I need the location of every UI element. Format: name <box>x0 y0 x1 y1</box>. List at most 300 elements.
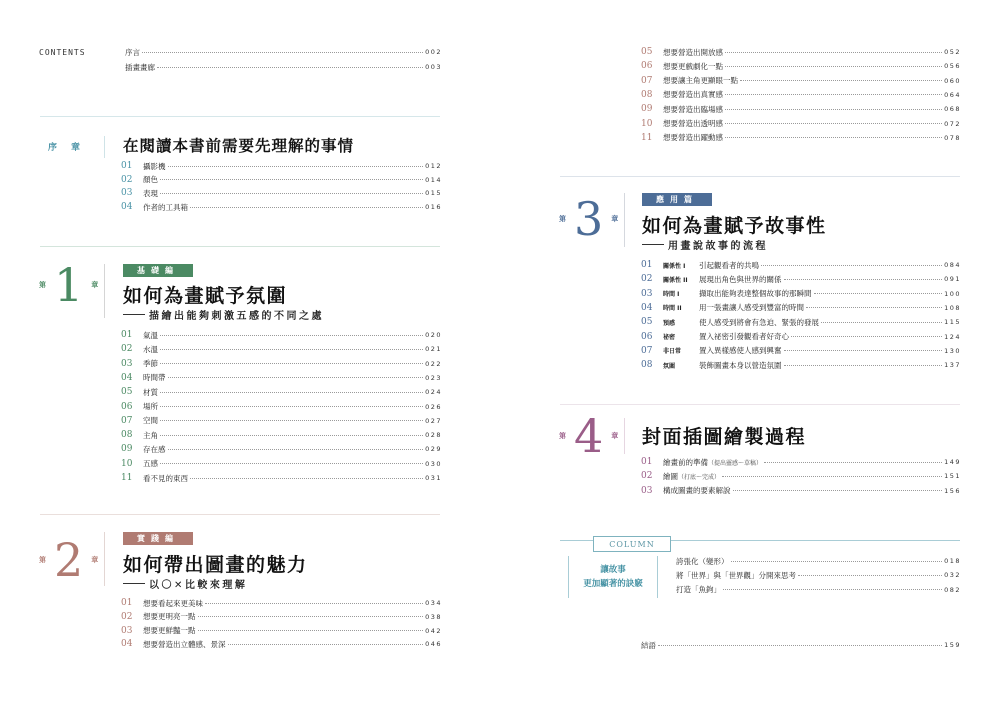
label-text: 引起觀看者的共鳴 <box>699 260 759 270</box>
toc-row[interactable] <box>121 329 442 341</box>
label-text: 想要營造出透明感 <box>663 119 723 128</box>
item-number: 03 <box>641 288 653 299</box>
section-divider <box>40 514 440 515</box>
page-number: 108 <box>944 303 961 312</box>
label-text: 想要營造出躍動感 <box>663 133 723 143</box>
label-text: 看不見的東西 <box>143 473 188 483</box>
leader-dots <box>806 307 942 308</box>
item-number: 02 <box>641 471 653 482</box>
toc-label <box>143 387 158 398</box>
chapter1-subtitle <box>123 307 324 322</box>
leader-dots <box>725 94 942 95</box>
page-number: 012 <box>425 162 442 170</box>
item-number: 01 <box>641 457 653 467</box>
chapter1-title: 如何為畫賦予氛圍 <box>123 285 288 307</box>
item-number: 03 <box>121 625 133 636</box>
leader-dots <box>731 561 943 562</box>
label-text: 置入祕密引發觀看者好奇心 <box>699 332 789 341</box>
preface-mark: 序章 <box>48 143 95 153</box>
leader-dots <box>725 109 942 110</box>
toc-row[interactable] <box>641 46 961 58</box>
toc-label <box>699 302 804 313</box>
leader-dots <box>658 645 942 646</box>
toc-label <box>143 358 158 369</box>
subtitle-text: 以〇✕比較來理解 <box>149 580 248 591</box>
leader-dots <box>725 66 942 67</box>
toc-row-preface[interactable] <box>125 46 442 58</box>
page-number: 124 <box>944 332 961 341</box>
page-number: 015 <box>425 189 442 198</box>
toc-row[interactable] <box>121 611 442 623</box>
toc-row[interactable] <box>121 160 442 172</box>
page-number: 016 <box>425 203 442 212</box>
leader-dots <box>160 392 423 393</box>
item-number: 01 <box>121 161 133 171</box>
item-number: 03 <box>121 188 133 199</box>
chapter-zhang: 章 <box>91 281 99 289</box>
toc-label <box>143 372 166 383</box>
toc-label <box>699 360 782 371</box>
label-text: 顏色 <box>143 175 158 185</box>
item-number: 02 <box>121 611 133 622</box>
item-number: 10 <box>641 118 653 129</box>
label-text: 存在感 <box>143 444 166 454</box>
item-number: 07 <box>121 415 133 426</box>
item-tag: 時間 II <box>663 305 682 313</box>
item-tag: 關係性 I <box>663 262 686 270</box>
chapter3-mark <box>559 192 619 246</box>
label-text: 繪圖 <box>663 471 678 481</box>
right-page <box>500 0 1000 706</box>
column-bar-right <box>657 556 658 598</box>
toc-row[interactable] <box>121 386 442 398</box>
chapter1-mark <box>39 258 99 312</box>
toc-label <box>699 260 759 271</box>
item-number: 02 <box>641 274 653 285</box>
item-number: 02 <box>121 344 133 355</box>
leader-dots <box>791 336 942 337</box>
toc-label <box>676 556 729 567</box>
toc-row[interactable] <box>121 343 442 355</box>
item-number: 02 <box>121 174 133 185</box>
toc-row[interactable] <box>641 331 961 343</box>
label-text: 想要營造出開放感 <box>663 47 723 57</box>
label-text: 想要看起來更美味 <box>143 598 203 608</box>
toc-label <box>143 415 158 426</box>
leader-dots <box>160 435 423 436</box>
item-number: 06 <box>641 61 653 72</box>
chapter-bar <box>104 532 105 586</box>
toc-label <box>699 274 782 285</box>
label-text: 打造「魚鉤」 <box>676 585 721 595</box>
leader-dots <box>160 335 423 336</box>
chapter-di: 第 <box>39 556 46 564</box>
page-number: 042 <box>425 626 442 635</box>
toc-row[interactable] <box>641 302 961 314</box>
toc-label <box>663 89 723 100</box>
page-number: 130 <box>944 346 961 355</box>
leader-dots <box>784 365 943 366</box>
page-number: 084 <box>944 261 961 269</box>
toc-label <box>699 317 819 328</box>
item-number: 04 <box>121 372 133 383</box>
toc-label <box>663 485 731 496</box>
subtitle-text: 描繪出能夠刺激五感的不同之處 <box>149 311 324 322</box>
item-number: 06 <box>641 331 653 342</box>
page-number: 060 <box>944 76 961 85</box>
toc-row[interactable] <box>641 359 961 371</box>
label-text: 氣溫 <box>143 330 158 340</box>
toc-row[interactable] <box>121 401 442 413</box>
page-number: 003 <box>425 63 442 71</box>
toc-label <box>663 471 720 482</box>
page-number: 091 <box>944 275 961 284</box>
chapter-numeral: 1 <box>54 258 84 312</box>
label-text: 主角 <box>143 430 158 440</box>
toc-row[interactable] <box>641 259 961 271</box>
chapter2-title: 如何帶出圖畫的魅力 <box>123 554 308 576</box>
column-bar-left <box>568 556 569 598</box>
leader-dots <box>798 575 942 576</box>
column-side-line2: 更加顯著的訣竅 <box>583 579 643 589</box>
toc-label <box>143 611 196 622</box>
chapter4-mark <box>559 409 619 463</box>
label-text: 想要營造出真實感 <box>663 90 723 100</box>
toc-label <box>143 401 158 412</box>
item-number: 04 <box>121 202 133 213</box>
label-text: 展現出角色與世界的關係 <box>699 274 782 284</box>
toc-row[interactable] <box>121 597 442 609</box>
toc-label <box>676 570 796 581</box>
contents-label: CONTENTS <box>39 48 86 57</box>
page-number: 026 <box>425 402 442 411</box>
item-number: 03 <box>121 358 133 369</box>
page-number: 151 <box>944 472 961 481</box>
leader-dots <box>733 490 943 491</box>
chapter3-title: 如何為畫賦予故事性 <box>642 215 827 237</box>
page-number: 038 <box>425 612 442 621</box>
leader-dots <box>157 67 423 68</box>
leader-dots <box>725 123 942 124</box>
toc-row[interactable] <box>641 345 961 357</box>
toc-row[interactable] <box>121 443 442 455</box>
toc-row[interactable] <box>676 555 961 567</box>
preface-title: 在閱讀本書前需要先理解的事情 <box>123 137 355 155</box>
toc-row[interactable] <box>641 118 961 130</box>
label-text: 水溫 <box>143 344 158 354</box>
section-divider <box>560 176 960 177</box>
toc-row[interactable] <box>121 625 442 637</box>
toc-row[interactable] <box>121 472 442 484</box>
toc-row[interactable] <box>676 584 961 596</box>
toc-label <box>663 118 723 129</box>
toc-label: 插畫畫廊 <box>125 62 155 72</box>
chapter-bar <box>104 264 105 318</box>
toc-row[interactable] <box>121 372 442 384</box>
toc-label <box>699 345 782 356</box>
page-number: 100 <box>944 289 961 298</box>
chapter-zhang: 章 <box>611 215 619 223</box>
leader-dots <box>764 462 942 463</box>
chapter-numeral: 4 <box>574 409 604 463</box>
toc-row[interactable] <box>641 273 961 285</box>
chapter-di: 第 <box>39 281 46 289</box>
toc-row[interactable] <box>641 60 961 72</box>
chapter3-subtitle <box>642 237 768 252</box>
chapter4-title: 封面插圖繪製過程 <box>642 426 807 448</box>
item-number: 04 <box>121 639 133 650</box>
toc-row[interactable] <box>121 458 442 470</box>
leader-dots <box>168 166 424 167</box>
page-number: 156 <box>944 486 961 495</box>
label-text: 想要讓主角更顯眼一點 <box>663 76 738 86</box>
toc-label <box>143 598 203 609</box>
chapter2-subtitle <box>123 576 247 591</box>
column-side-line1: 讓故事 <box>600 565 626 575</box>
label-text: 繪畫前的準備 <box>663 457 708 467</box>
chapter-numeral: 2 <box>54 533 84 587</box>
toc-row[interactable] <box>121 638 442 650</box>
chapter-numeral: 3 <box>574 192 604 246</box>
page-number: 030 <box>425 459 442 468</box>
leader-dots <box>761 265 942 266</box>
page-number: 031 <box>425 474 442 482</box>
toc-label <box>143 444 166 455</box>
toc-label <box>143 174 158 185</box>
label-text: 將「世界」與「世界觀」分開來思考 <box>676 570 796 580</box>
label-text: 空間 <box>143 416 158 426</box>
chapter-bar <box>624 193 625 247</box>
item-number: 08 <box>641 360 653 371</box>
label-text: 表現 <box>143 188 158 198</box>
toc-row[interactable] <box>676 569 961 581</box>
page-number: 078 <box>944 133 961 142</box>
toc-row[interactable] <box>121 415 442 427</box>
item-number: 11 <box>641 132 653 143</box>
toc-row[interactable] <box>641 75 961 87</box>
chapter-zhang: 章 <box>91 556 99 564</box>
item-number: 05 <box>641 317 653 328</box>
label-text: 擷取出能夠表達整個故事的那瞬間 <box>699 289 812 299</box>
column-label: COLUMN <box>593 536 671 552</box>
toc-label <box>143 188 158 199</box>
page-number: 046 <box>425 640 442 649</box>
toc-row[interactable] <box>641 288 961 300</box>
leader-dots <box>160 420 423 421</box>
leader-dots <box>190 207 423 208</box>
page-number: 115 <box>944 318 961 327</box>
item-number: 01 <box>121 330 133 340</box>
item-number: 09 <box>121 444 133 455</box>
label-text: 用一張畫讓人感受到豐富的時間 <box>699 303 804 313</box>
item-number: 05 <box>121 387 133 398</box>
page-number: 072 <box>944 119 961 128</box>
leader-dots <box>160 463 423 464</box>
toc-label <box>663 47 723 58</box>
item-tag: 時間 I <box>663 291 680 299</box>
leader-dots <box>821 322 942 323</box>
leader-dots <box>198 630 424 631</box>
toc-row[interactable] <box>641 103 961 115</box>
toc-label <box>663 61 723 72</box>
toc-label <box>143 473 188 484</box>
toc-label <box>663 457 762 468</box>
label-text: 裝飾圖畫本身以營造氛圍 <box>699 360 782 370</box>
toc-label <box>676 584 721 595</box>
toc-row[interactable] <box>121 174 442 186</box>
leader-dots <box>723 589 942 590</box>
toc-label: 結語 <box>641 640 656 650</box>
page-number: 068 <box>944 105 961 114</box>
item-number: 01 <box>641 260 653 270</box>
page-number: 018 <box>944 557 961 565</box>
toc-label <box>143 639 226 650</box>
chapter3-badge: 應用篇 <box>642 193 712 206</box>
toc-label <box>143 344 158 355</box>
toc-label <box>143 202 188 213</box>
leader-dots <box>784 350 943 351</box>
page-number: 029 <box>425 445 442 454</box>
page-number: 064 <box>944 90 961 99</box>
toc-row[interactable] <box>641 485 961 497</box>
item-number: 04 <box>641 302 653 313</box>
section-divider <box>40 116 440 117</box>
leader-dots <box>160 193 423 194</box>
label-text: 時間帶 <box>143 373 166 383</box>
toc-row[interactable] <box>641 316 961 328</box>
item-tag: 祕密 <box>663 334 676 341</box>
page-number: 159 <box>944 641 961 649</box>
toc-label: 序言 <box>125 47 140 57</box>
section-divider <box>40 246 440 247</box>
preface-bar <box>104 136 105 158</box>
chapter-bar <box>624 418 625 454</box>
label-text: 材質 <box>143 387 158 397</box>
page-number: 137 <box>944 361 961 370</box>
leader-dots <box>160 179 423 180</box>
leader-dots <box>198 616 424 617</box>
label-text: 想要營造出臨場感 <box>663 104 723 114</box>
toc-label <box>143 625 196 636</box>
toc-row[interactable] <box>121 201 442 213</box>
item-number: 08 <box>641 89 653 100</box>
item-number: 01 <box>121 598 133 608</box>
item-number: 08 <box>121 430 133 441</box>
label-text: 想要更戲劇化一點 <box>663 61 723 71</box>
leader-dots <box>190 478 423 479</box>
page-number: 034 <box>425 599 442 607</box>
label-text: 場所 <box>143 402 158 411</box>
chapter-di: 第 <box>559 432 566 440</box>
item-number: 06 <box>121 401 133 412</box>
toc-label <box>699 331 789 342</box>
item-tag: 非日常 <box>663 348 682 356</box>
page-number: 014 <box>425 175 442 184</box>
label-note: （打底～完成） <box>678 473 721 481</box>
label-text: 想要更鮮豔一點 <box>143 626 196 636</box>
label-text: 想要更明亮一點 <box>143 612 196 622</box>
toc-label <box>663 104 723 115</box>
item-number: 05 <box>641 47 653 57</box>
label-text: 構成圖畫的要素解說 <box>663 486 731 496</box>
leader-dots <box>722 476 942 477</box>
page-number: 020 <box>425 331 442 339</box>
section-divider <box>560 404 960 405</box>
page-number: 056 <box>944 62 961 71</box>
page-number: 082 <box>944 585 961 594</box>
label-text: 季節 <box>143 359 158 369</box>
item-number: 09 <box>641 104 653 115</box>
item-number: 10 <box>121 458 133 469</box>
page-number: 027 <box>425 416 442 425</box>
toc-label <box>143 458 158 469</box>
label-text: 誇張化（變形） <box>676 556 729 566</box>
chapter2-mark <box>39 533 99 587</box>
item-number: 11 <box>121 473 133 483</box>
toc-row[interactable] <box>121 429 442 441</box>
chapter2-badge: 實踐編 <box>123 532 193 545</box>
toc-label <box>143 430 158 441</box>
page-number: 023 <box>425 373 442 382</box>
chapter-zhang: 章 <box>611 432 619 440</box>
item-number: 03 <box>641 485 653 496</box>
toc-row[interactable] <box>121 187 442 199</box>
page-number: 149 <box>944 458 961 466</box>
item-tag: 氛圍 <box>663 362 676 370</box>
toc-row[interactable] <box>641 470 961 482</box>
toc-row-gallery[interactable] <box>125 61 442 73</box>
item-tag: 關係性 II <box>663 276 688 284</box>
toc-row-afterword[interactable] <box>641 639 961 651</box>
leader-dots <box>814 293 943 294</box>
chapter-di: 第 <box>559 215 566 223</box>
leader-dots <box>205 603 423 604</box>
leader-dots <box>160 406 423 407</box>
toc-label <box>143 161 166 172</box>
leader-dots <box>160 349 423 350</box>
item-number: 07 <box>641 345 653 356</box>
label-text: 作者的工具箱 <box>143 202 188 212</box>
label-text: 想要營造出立體感、景深 <box>143 639 226 649</box>
toc-label <box>663 75 738 86</box>
label-text: 五感 <box>143 459 158 469</box>
toc-row[interactable] <box>121 358 442 370</box>
toc-label <box>143 330 158 341</box>
leader-dots <box>142 52 423 53</box>
leader-dots <box>228 644 424 645</box>
toc-row[interactable] <box>641 456 961 468</box>
chapter1-badge: 基礎編 <box>123 264 193 277</box>
toc-row[interactable] <box>641 89 961 101</box>
label-text: 攝影機 <box>143 161 166 171</box>
label-text: 使人感受到將會有急迫、緊張的發展 <box>699 317 819 327</box>
item-tag: 預感 <box>663 319 676 327</box>
leader-dots <box>168 449 424 450</box>
page-number: 002 <box>425 48 442 56</box>
page-number: 022 <box>425 359 442 368</box>
subtitle-text: 用畫說故事的流程 <box>668 241 768 252</box>
page-number: 052 <box>944 48 961 56</box>
toc-row[interactable] <box>641 132 961 144</box>
column-side-title <box>572 563 654 591</box>
leader-dots <box>784 279 943 280</box>
leader-dots <box>725 137 942 138</box>
leader-dots <box>160 363 423 364</box>
leader-dots <box>725 52 942 53</box>
label-text: 置入異樣感使人感到興奮 <box>699 346 782 356</box>
toc-label <box>663 132 723 143</box>
label-note: （提出靈感～草稿） <box>708 459 763 467</box>
